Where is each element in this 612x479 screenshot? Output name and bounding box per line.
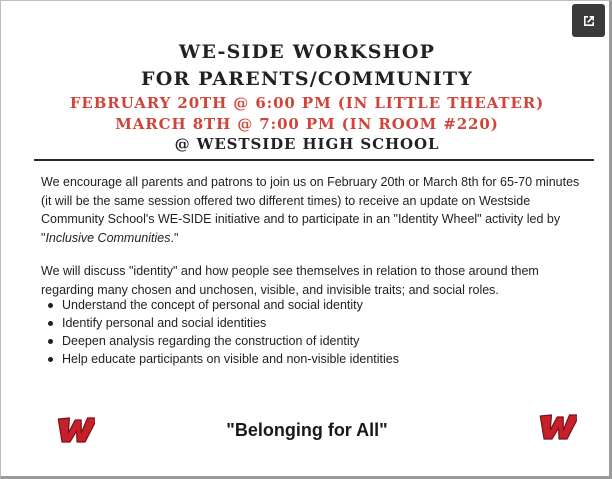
list-item: Deepen analysis regarding the construction of identity — [48, 332, 568, 350]
session-date-1: FEBRUARY 20TH @ 6:00 PM (IN LITTLE THEATER) — [69, 94, 545, 112]
workshop-subtitle: FOR PARENTS/COMMUNITY — [141, 68, 473, 90]
identity-paragraph: We will discuss "identity" and how people see themselves in relation to those around them regarding many chosen and unchosen, visible, and invisible traits; and social roles. — [41, 264, 539, 297]
intro-paragraph — [41, 173, 581, 247]
session-date-2: MARCH 8TH @ 7:00 PM (IN ROOM #220) — [115, 115, 499, 133]
workshop-title: WE-SIDE WORKSHOP — [178, 41, 436, 63]
divider-rule — [34, 159, 594, 161]
tagline: "Belonging for All" — [226, 420, 388, 440]
list-item: Help educate participants on visible and non-visible identities — [48, 350, 568, 368]
list-item: Identify personal and social identities — [48, 314, 568, 332]
objectives-list — [48, 296, 568, 368]
intro-text-end: ." — [170, 230, 179, 245]
intro-text: We encourage all parents and patrons to join us on February 20th or March 8th for 65-70 minutes (it will be the same session offered two different times) to receive an update on Westside Community School's WE-SIDE initiative and to participate in an "Identity Wheel" activity led by " — [41, 175, 580, 245]
list-item: Understand the concept of personal and social identity — [48, 296, 568, 314]
organization-name: Inclusive Communities — [45, 230, 171, 245]
open-in-new-button[interactable] — [572, 4, 605, 37]
location-line: @ WESTSIDE HIGH SCHOOL — [174, 135, 440, 153]
open-in-new-icon — [581, 13, 597, 29]
westside-w-logo-right — [535, 411, 577, 443]
